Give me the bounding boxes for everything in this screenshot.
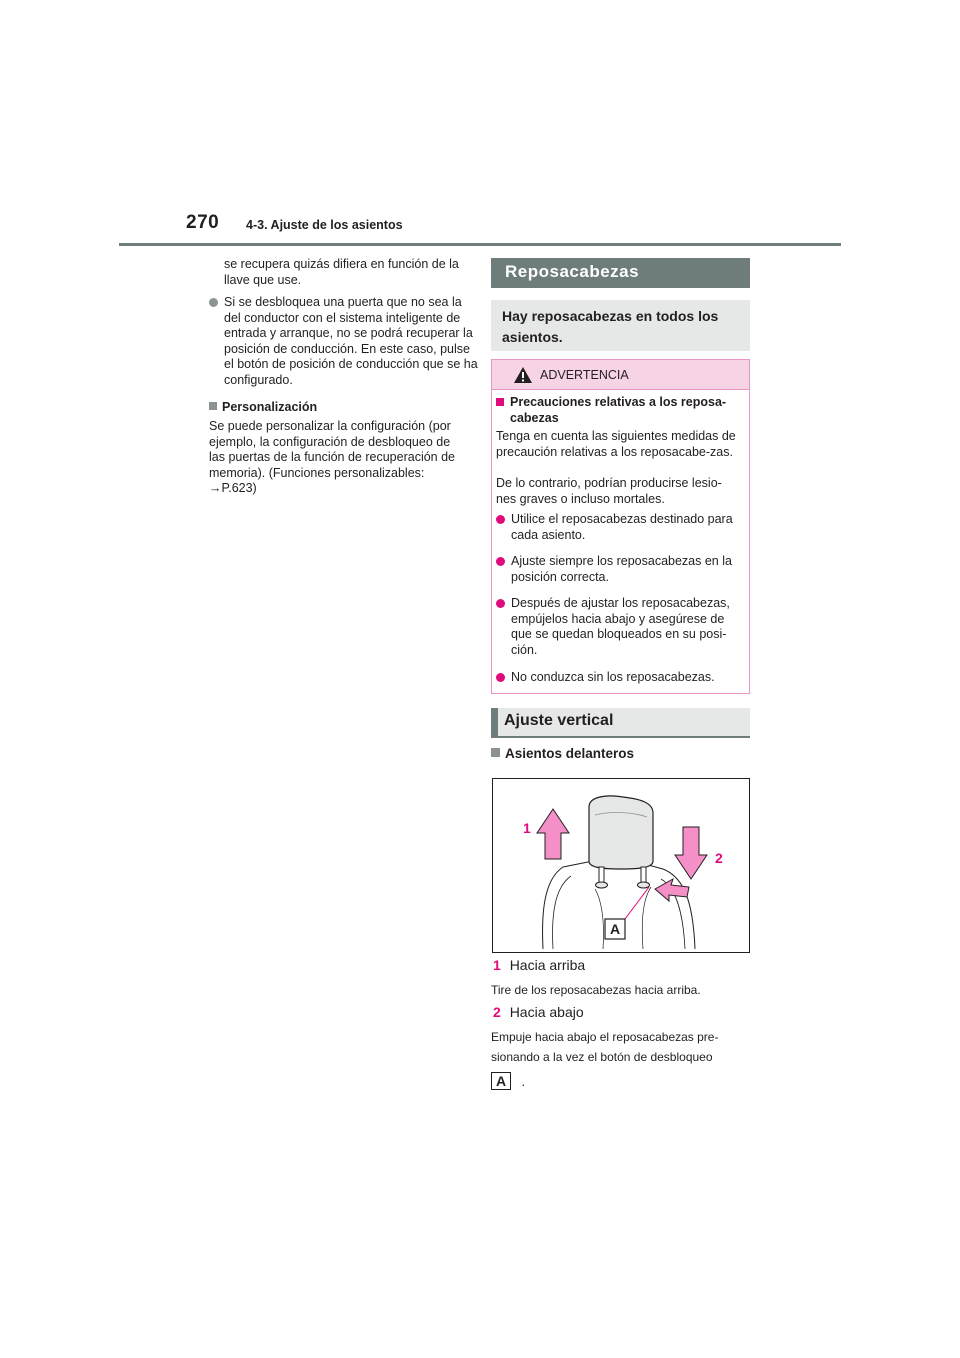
- bullet-dot-icon: [209, 298, 218, 307]
- label-1: 1: [523, 820, 531, 836]
- step-2-description-2: sionando a la vez el botón de desbloqueo: [491, 1050, 713, 1064]
- warning-text-2: De lo contrario, podrían producirse lesio-nes graves o incluso mortales.: [496, 476, 722, 506]
- warning-bullet: Utilice el reposacabezas destinado para cada asiento.: [496, 512, 741, 543]
- step-1-description: Tire de los reposacabezas hacia arriba.: [491, 983, 701, 997]
- continuation-paragraph: se recupera quizás difiera en función de la llave que use.: [224, 257, 459, 287]
- warning-bullet: Ajuste siempre los reposacabezas en la posición correcta.: [496, 554, 741, 585]
- a-label-box: A: [491, 1072, 511, 1090]
- square-bullet-icon: [209, 402, 217, 410]
- bullet-text: Si se desbloquea una puerta que no sea la del conductor con el sistema inteligente de entrada y arranque, no se podrá recuperar la posición de conducción. En este caso, pulse el botón de posición de conducción que se ha configurado.: [224, 295, 478, 387]
- button-a-reference: A .: [491, 1072, 525, 1091]
- warning-title: ADVERTENCIA: [540, 368, 629, 382]
- personalizacion-paragraph: Se puede personalizar la configuración (por ejemplo, la configuración de desbloqueo de las puertas de la función de recuperación de memoria). (Funciones personalizables: →P.623): [209, 419, 455, 495]
- square-bullet-icon: [491, 748, 500, 757]
- asientos-delanteros-heading: Asientos delanteros: [491, 746, 634, 761]
- reposacabezas-section-banner: Reposacabezas: [491, 258, 750, 288]
- bullet-dot-icon: [496, 515, 505, 524]
- warning-bullet: Después de ajustar los reposacabezas, empújelos hacia abajo y asegúrese de que se quedan bloqueados en su posi-ción.: [496, 596, 741, 658]
- intro-box: Hay reposacabezas en todos los asientos.: [491, 300, 750, 351]
- warning-bullet: No conduzca sin los reposacabezas.: [496, 670, 741, 686]
- label-a: A: [609, 921, 621, 937]
- header-divider: [119, 243, 841, 246]
- warning-subtitle: Precauciones relativas a los reposa-cabezas: [496, 395, 742, 426]
- personalizacion-heading: Personalización: [209, 400, 466, 416]
- square-bullet-icon: [496, 398, 504, 406]
- warning-header: [492, 360, 749, 390]
- step-1-title: 1 Hacia arriba: [493, 957, 586, 973]
- headrest-illustration: [492, 778, 750, 953]
- warning-triangle-icon: [513, 366, 533, 384]
- page-reference-link[interactable]: →P.623): [209, 481, 257, 495]
- ajuste-vertical-heading: Ajuste vertical: [491, 708, 750, 738]
- step-2-title: 2 Hacia abajo: [493, 1004, 584, 1020]
- bullet-dot-icon: [496, 673, 505, 682]
- label-2: 2: [715, 850, 723, 866]
- page-number: 270: [186, 212, 220, 233]
- warning-box: [491, 359, 750, 694]
- bullet-dot-icon: [496, 557, 505, 566]
- warning-text: Tenga en cuenta las siguientes medidas de precaución relativas a los reposacabe-zas.: [496, 429, 736, 459]
- step-2-description: Empuje hacia abajo el reposacabezas pre-: [491, 1030, 719, 1044]
- bullet-dot-icon: [496, 599, 505, 608]
- section-title: 4-3. Ajuste de los asientos: [246, 218, 403, 232]
- headrest-drawing: [493, 779, 749, 952]
- bullet-item: [209, 295, 481, 388]
